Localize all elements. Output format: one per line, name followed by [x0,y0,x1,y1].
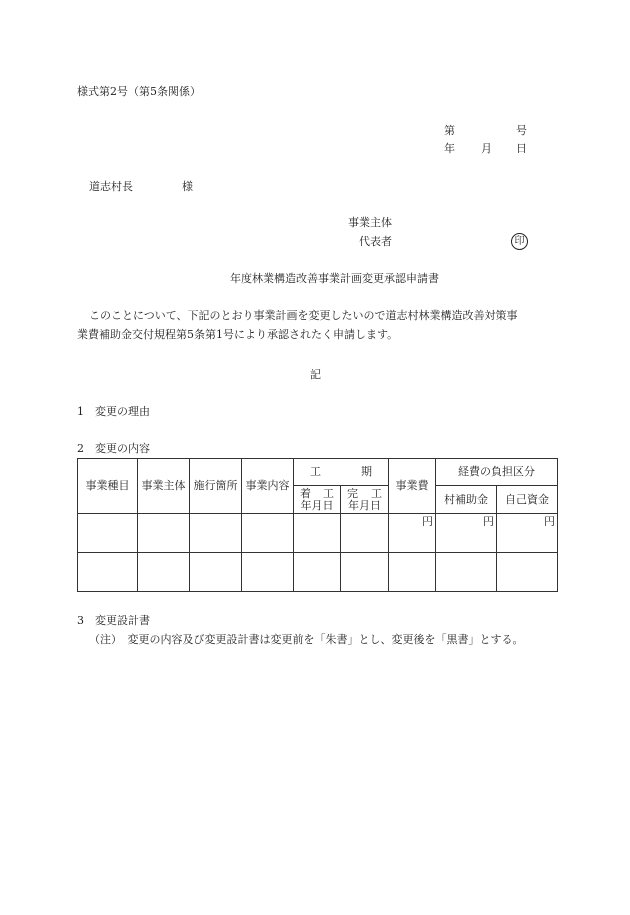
body-line-2: 業費補助金交付規程第5条第1号により承認されたく申請します。 [77,328,399,341]
date-month: 月 [481,142,492,155]
header-project-cost: 事業費 [389,459,436,514]
table-cell [242,514,294,553]
table-cell [78,553,138,592]
doc-number-go: 号 [516,124,527,137]
applicant-entity: 事業主体 [348,216,392,229]
table-cell [78,514,138,553]
date-year: 年 [444,142,455,155]
header-period [294,459,389,486]
table-cell [138,553,190,592]
change-content-table [77,458,558,592]
cost-yen-unit: 円 [389,514,436,553]
addressee-honorific: 様 [182,180,193,193]
table-cell [341,553,389,592]
header-project-entity: 事業主体 [138,459,190,514]
table-cell [389,553,436,592]
header-burden: 経費の負担区分 [436,459,558,486]
table-cell [341,514,389,553]
table-cell [190,553,242,592]
header-project-type: 事業種目 [78,459,138,514]
ki-heading: 記 [310,368,321,381]
table-cell [294,514,341,553]
body-line-1: このことについて、下記のとおり事業計画を変更したいので道志村林業構造改善対策事 [89,309,518,322]
table-row [78,514,558,553]
section-2-heading: 2 変更の内容 [77,442,150,455]
subsidy-yen-unit: 円 [436,514,497,553]
table-row [78,553,558,592]
start-c: 年月日 [300,498,334,512]
finish-a: 完 [347,486,358,500]
table-cell [436,553,497,592]
header-village-subsidy: 村補助金 [436,486,497,514]
addressee-name: 道志村長 [89,180,133,193]
table-cell [242,553,294,592]
header-location: 施行箇所 [190,459,242,514]
table-cell [138,514,190,553]
header-project-content: 事業内容 [242,459,294,514]
seal-mark: 印 [511,233,528,250]
own-funds-yen-unit: 円 [497,514,558,553]
header-start-date [294,486,341,514]
table-cell [497,553,558,592]
header-finish-date [341,486,389,514]
header-own-funds: 自己資金 [497,486,558,514]
period-right: 期 [361,465,372,478]
section-1-heading: 1 変更の理由 [77,405,150,418]
footnote: （注） 変更の内容及び変更設計書は変更前を「朱書」とし、変更後を「黒書」とする。 [89,633,524,646]
period-left: 工 [310,465,321,478]
finish-b: 工 [371,486,382,500]
table-cell [190,514,242,553]
finish-c: 年月日 [348,498,381,512]
document-title: 年度林業構造改善事業計画変更承認申請書 [230,272,439,285]
form-number: 様式第2号（第5条関係） [77,85,201,98]
applicant-representative: 代表者 [359,235,392,248]
start-b: 工 [323,486,334,500]
doc-number-dai: 第 [444,124,455,137]
date-day: 日 [516,142,527,155]
start-a: 着 [300,486,311,500]
section-3-heading: 3 変更設計書 [77,614,150,627]
table-cell [294,553,341,592]
